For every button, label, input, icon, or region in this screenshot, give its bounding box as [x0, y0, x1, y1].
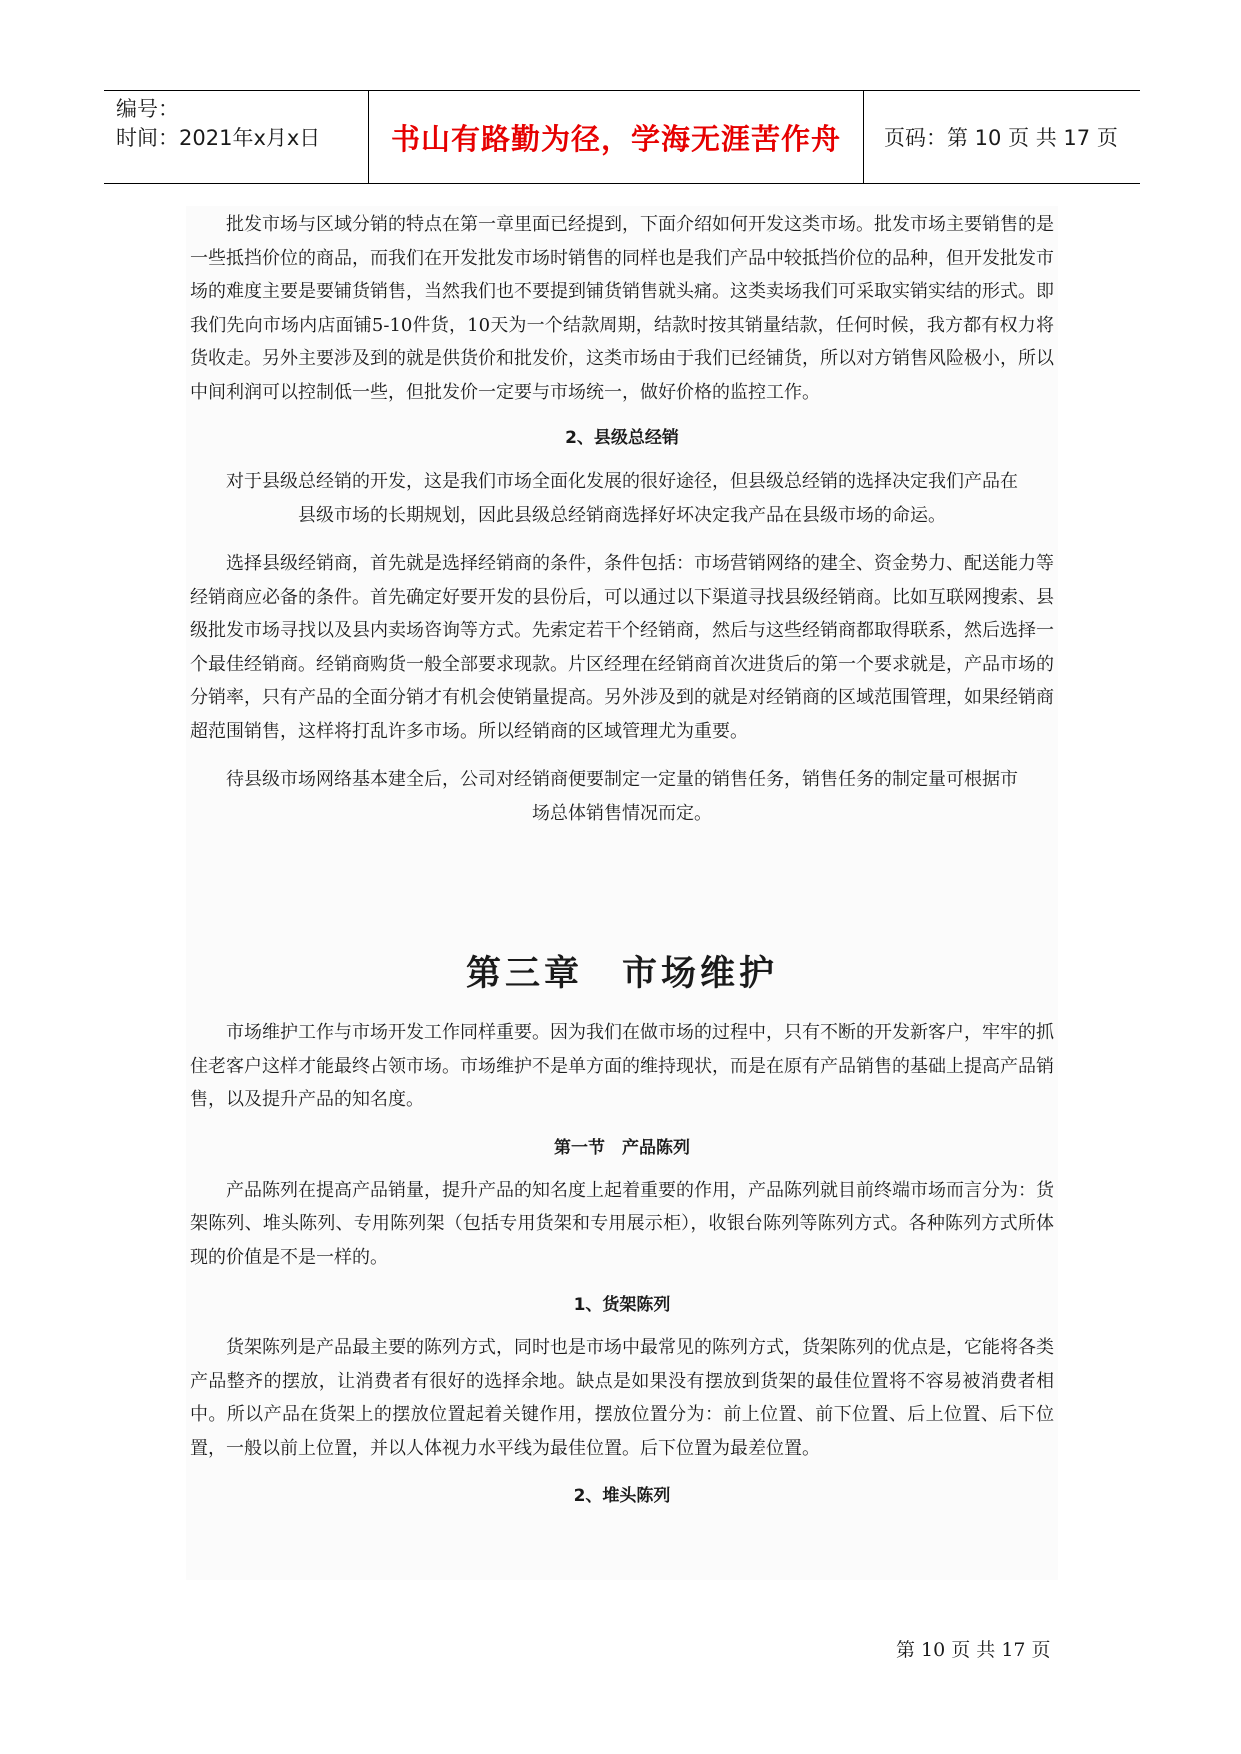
- paragraph-wholesale: 批发市场与区域分销的特点在第一章里面已经提到，下面介绍如何开发这类市场。批发市场主要销售的是一些抵挡价位的商品，而我们在开发批发市场时销售的同样也是我们产品中较抵挡价位的品种，但开发批发市场的难度主要是要铺货销售，当然我们也不要提到铺货销售就头痛。这类卖场我们可采取实销实结的形式。即我们先向市场内店面铺5-10件货，10天为一个结款周期，结款时按其销量结款，任何时候，我方都有权力将货收走。另外主要涉及到的就是供货价和批发价，这类市场由于我们已经铺货，所以对方销售风险极小，所以中间利润可以控制低一些，但批发价一定要与市场统一，做好价格的监控工作。: [190, 214, 1054, 403]
- header-meta: [104, 91, 368, 183]
- page-footer: 第 10 页 共 17 页: [896, 1639, 1051, 1661]
- paragraph-choose-distributor: 选择县级经销商，首先就是选择经销商的条件，条件包括：市场营销网络的建全、资金势力、配送能力等经销商应必备的条件。首先确定好要开发的县份后，可以通过以下渠道寻找县级经销商。比如互联网搜索、县级批发市场寻找以及县内卖场咨询等方式。先索定若干个经销商，然后与这些经销商都取得联系，然后选择一个最佳经销商。经销商购货一般全部要求现款。片区经理在经销商首次进货后的第一个要求就是，产品市场的分销率，只有产品的全面分销才有机会使销量提高。另外涉及到的就是对经销商的区域范围管理，如果经销商超范围销售，这样将打乱许多市场。所以经销商的区域管理尤为重要。: [190, 553, 1054, 742]
- document-body: [186, 206, 1058, 1580]
- motto: 书山有路勤为径，学海无涯苦作舟: [390, 121, 841, 156]
- section-product-display: 第一节 产品陈列: [554, 1137, 690, 1158]
- heading-stack-display: 2、堆头陈列: [573, 1486, 671, 1506]
- heading-shelf-display: 1、货架陈列: [573, 1295, 671, 1315]
- page-label: 页码：第 10 页 共 17 页: [884, 126, 1118, 150]
- chapter-title: 第三章 市场维护: [465, 953, 778, 994]
- paragraph-sales-target: 待县级市场网络基本建全后，公司对经销商便要制定一定量的销售任务，销售任务的制定量可根据市场总体销售情况而定。: [226, 769, 1018, 824]
- header-motto-cell: [368, 91, 864, 183]
- header-page-cell: [862, 91, 1140, 183]
- paragraph-market-maintenance: 市场维护工作与市场开发工作同样重要。因为我们在做市场的过程中，只有不断的开发新客户，牢牢的抓住老客户这样才能最终占领市场。市场维护不是单方面的维持现状，而是在原有产品销售的基础上提高产品销售，以及提升产品的知名度。: [190, 1022, 1054, 1110]
- time-label: 时间：2021年x月x日: [116, 126, 321, 150]
- number-label: 编号：: [116, 97, 179, 121]
- page-header: [104, 90, 1140, 184]
- paragraph-county-intro: 对于县级总经销的开发，这是我们市场全面化发展的很好途径，但县级总经销的选择决定我们产品在县级市场的长期规划，因此县级总经销商选择好坏决定我产品在县级市场的命运。: [226, 471, 1018, 526]
- paragraph-shelf-display: 货架陈列是产品最主要的陈列方式，同时也是市场中最常见的陈列方式，货架陈列的优点是，它能将各类产品整齐的摆放，让消费者有很好的选择余地。缺点是如果没有摆放到货架的最佳位置将不容易被消费者相中。所以产品在货架上的摆放位置起着关键作用，摆放位置分为：前上位置、前下位置、后上位置、后下位置，一般以前上位置，并以人体视力水平线为最佳位置。后下位置为最差位置。: [190, 1337, 1054, 1459]
- heading-county-distributor: 2、县级总经销: [565, 428, 679, 448]
- paragraph-product-display: 产品陈列在提高产品销量，提升产品的知名度上起着重要的作用，产品陈列就目前终端市场而言分为：货架陈列、堆头陈列、专用陈列架（包括专用货架和专用展示柜），收银台陈列等陈列方式。各种陈列方式所体现的价值是不是一样的。: [190, 1179, 1054, 1268]
